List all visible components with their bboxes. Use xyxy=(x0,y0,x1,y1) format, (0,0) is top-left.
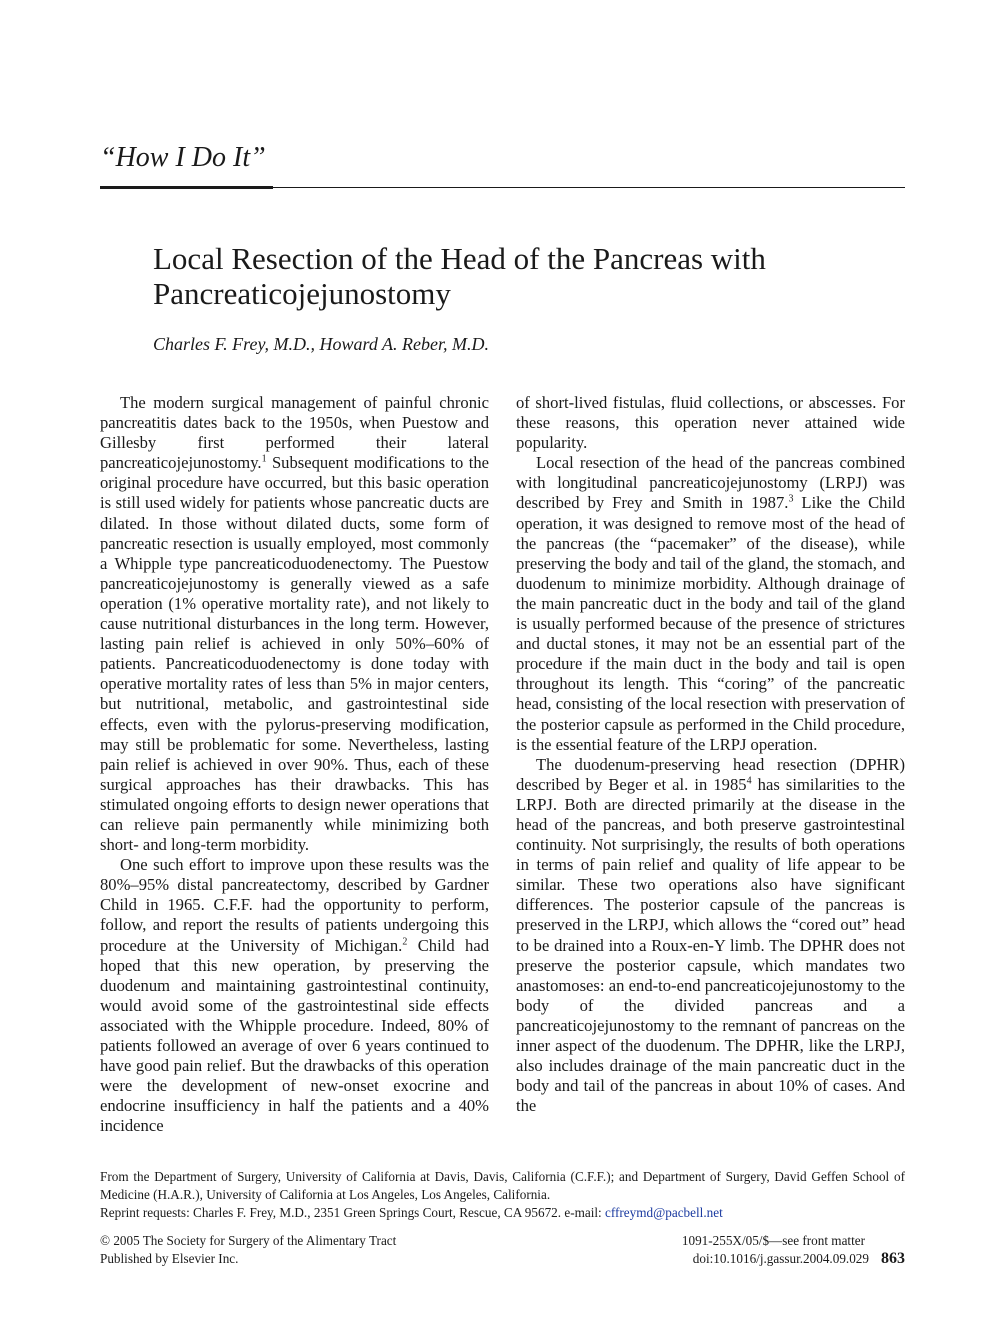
reference-marker[interactable]: 2 xyxy=(402,936,408,947)
doi[interactable]: doi:10.1016/j.gassur.2004.09.029 xyxy=(692,1251,869,1266)
reference-marker[interactable]: 4 xyxy=(746,775,752,787)
page-number: 863 xyxy=(881,1250,905,1267)
reference-marker[interactable]: 3 xyxy=(788,493,794,505)
article-title: Local Resection of the Head of the Pancreas with Pancreaticojejunostomy xyxy=(153,241,766,311)
footer-right xyxy=(682,1232,905,1268)
body-column-right xyxy=(516,393,905,1143)
header-rule-accent xyxy=(100,186,273,189)
paragraph: One such effort to improve upon these results was the 80%–95% distal pancreatectomy, described by Gardner Child in 1965. C.F.F. had the opportunity to perform, follow, and report the results of patients undergoing this procedure at the University of Michigan.$^2$ Child had hoped that this new operation, by preserving the duodenum and maintaining gastrointestinal continuity, would avoid some of the gastrointestinal side effects associated with the Whipple procedure. Indeed, 80% of patients followed an average of over 6 years continued to have good pain relief. But the drawbacks of this operation were the development of new-onset exocrine and endocrine insufficiency in half the patients and a 40% incidence xyxy=(100,855,489,1136)
reprint-note: Reprint requests: Charles F. Frey, M.D., 2351 Green Springs Court, Rescue, CA 95672. e-mail: cffreymd@pacbell.net xyxy=(100,1205,723,1220)
paragraph: The duodenum-preserving head resection (DPHR) described by Beger et al. in 1985$^4$ has similarities to the LRPJ. Both are directed primarily at the disease in the head of the pancreas, and both preserve gastrointestinal continuity. Not surprisingly, the results of both operations in terms of pain relief and quality of life appear to be similar. These two operations also have significant differences. The posterior capsule of the pancreas is preserved in the LRPJ, which allows the “cored out” head to be drained into a Roux-en-Y limb. The DPHR does not preserve the posterior capsule, which mandates two anastomoses: an end-to-end pancreaticojejunostomy to the body of the divided pancreas and a pancreaticojejunostomy to the remnant of pancreas on the inner aspect of the duodenum. The DPHR, like the LRPJ, also includes drainage of the main pancreatic duct in the body and tail of the pancreas in about 10% of cases. And the xyxy=(516,754,905,1116)
body-column-left xyxy=(100,393,489,1143)
affiliation-note: From the Department of Surgery, University of California at Davis, Davis, California (C.F.F.); and Department of Surgery, David Geffen School of Medicine (H.A.R.), University of California at Los Angeles, Los Angeles, California. xyxy=(100,1169,905,1202)
article-authors: Charles F. Frey, M.D., Howard A. Reber, M.D. xyxy=(153,334,489,354)
paragraph: Local resection of the head of the pancreas combined with longitudinal pancreaticojejunostomy (LRPJ) was described by Frey and Smith in 1987.$^3$ Like the Child operation, it was designed to remove most of the head of the pancreas (the “pacemaker” of the disease), while preserving the body and tail of the gland, the stomach, and duodenum to minimize morbidity. Although drainage of the main pancreatic duct in the body and tail of the gland is usually performed because of the presence of strictures and ductal stones, it may not be an essential part of the procedure if the main duct in the body and tail is open throughout its length. This “coring” of the pancreatic head, consisting of the local resection with preservation of the posterior capsule as performed in the Child procedure, is the essential feature of the LRPJ operation. xyxy=(516,453,905,754)
copyright: © 2005 The Society for Surgery of the Alimentary Tract xyxy=(100,1233,397,1248)
footer-left xyxy=(100,1232,396,1268)
footnotes xyxy=(100,1168,905,1222)
email-link[interactable]: cffreymd@pacbell.net xyxy=(605,1205,723,1220)
publisher: Published by Elsevier Inc. xyxy=(100,1251,239,1266)
paragraph: The modern surgical management of painful chronic pancreatitis dates back to the 1950s, when Puestow and Gillesby first performed their lateral pancreaticojejunostomy.$^1$ Subsequent modifications to the original procedure have occurred, but this basic operation is still used widely for patients whose pancreatic ducts are dilated. In those without dilated ducts, some form of pancreatic resection is usually employed, most commonly a Whipple type pancreaticoduodenectomy. The Puestow pancreaticojejunostomy is generally viewed as a safe operation (1% operative mortality rate), and not likely to cause nutritional disturbances in the long term. However, lasting pain relief is achieved in only 50%–60% of patients. Pancreaticoduodenectomy is done today with operative mortality rates of less than 5% in major centers, but nutritional, metabolic, and gastrointestinal side effects, even with the pylorus-preserving modification, may still be problematic for some. Nevertheless, lasting pain relief is achieved in over 90%. Thus, each of these surgical approaches has their drawbacks. This has stimulated ongoing efforts to design newer operations that can relieve pain permanently while minimizing both short- and long-term morbidity. xyxy=(100,393,489,855)
issn: 1091-255X/05/$—see front matter xyxy=(681,1233,865,1248)
reference-marker[interactable]: 1 xyxy=(261,453,267,465)
paragraph: of short-lived fistulas, fluid collections, or abscesses. For these reasons, this operation never attained wide popularity. xyxy=(516,393,905,453)
section-title: “How I Do It” xyxy=(100,142,266,173)
